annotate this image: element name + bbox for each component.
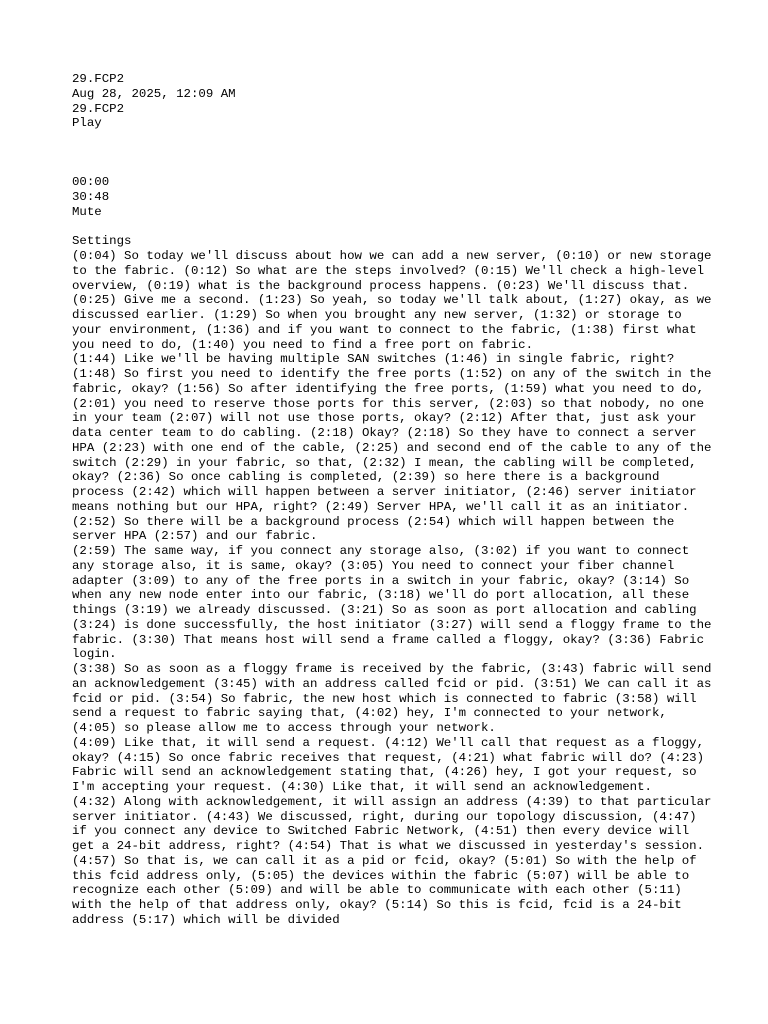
- recording-date: Aug 28, 2025, 12:09 AM: [72, 86, 236, 101]
- spacer: [72, 146, 712, 161]
- transcript-paragraph: (4:09) Like that, it will send a request. (4:12) We'll call that request as a floggy, okay? (4:15) So once fabric receives that request, (4:21) what fabric will do? (4:23) Fabric will send an acknowledgement stating that, (4:26) hey, I got your request, so I'm accepting your request. (4:30) Like that, it will send an acknowledgement.: [72, 735, 712, 794]
- transcript-paragraph: (1:44) Like we'll be having multiple SAN switches (1:46) in single fabric, right? (1:48) So first you need to identify the free ports (1:52) on any of the switch in the fabric, okay? (1:56) So after identifying the free ports, (1:59) what you need to do, (2:01) you need to reserve those ports for this server, (2:03) so that nobody, no one in your team (2:07) will not use those ports, okay? (2:12) After that, just ask your data center team to do cabling. (2:18) Okay? (2:18) So they have to connect a server HPA (2:23) with one end of the cable, (2:25) and second end of the cable to any of the switch (2:29) in your fabric, so that, (2:32) I mean, the cabling will be completed, okay? (2:36) So once cabling is completed, (2:39) so here there is a background process (2:42) which will happen between a server initiator, (2:46) server initiator means nothing but our HPA, right? (2:49) Server HPA, we'll call it as an initiator. (2:52) So there will be a background process (2:54) which will happen between the server HPA (2:57) and our fabric.: [72, 352, 719, 544]
- recording-subtitle: 29.FCP2: [72, 101, 125, 116]
- recording-title: 29.FCP2: [72, 72, 125, 86]
- spacer: [72, 220, 712, 235]
- transcript-paragraph: (4:32) Along with acknowledgement, it will assign an address (4:39) to that particular server initiator. (4:43) We discussed, right, during our topology discussion, (4:47) if you connect any device to Switched Fabric Network, (4:51) then every device will get a 24-bit address, right? (4:54) That is what we discussed in yesterday's session. (4:57) So that is, we can call it as a pid or fcid, okay? (5:01) So with the help of this fcid address only, (5:05) the devices within the fabric (5:07) will be able to recognize each other (5:09) and will be able to communicate with each other (5:11) with the help of that address only, okay? (5:14) So this is fcid, fcid is a 24-bit address (5:17) which will be divided: [72, 794, 719, 927]
- mute-button[interactable]: Mute: [72, 204, 102, 219]
- transcript-paragraph: (0:25) Give me a second. (1:23) So yeah, so today we'll talk about, (1:27) okay, as we discussed earlier. (1:29) So when you brought any new server, (1:32) or storage to your environment, (1:36) and if you want to connect to the fabric, (1:38) first what you need to do, (1:40) you need to find a free port on fabric.: [72, 293, 719, 352]
- spacer: [72, 161, 712, 176]
- transcript-paragraph: (3:38) So as soon as a floggy frame is received by the fabric, (3:43) fabric will send an acknowledgement (3:45) with an address called fcid or pid. (3:51) We can call it as fcid or pid. (3:54) So fabric, the new host which is connected to fabric (3:58) will send a request to fabric saying that, (4:02) hey, I'm connected to your network, (4:05) so please allow me to access through your network.: [72, 662, 719, 735]
- transcript-paragraph: (2:59) The same way, if you connect any storage also, (3:02) if you want to connect any storage also, it is same, okay? (3:05) You need to connect your fiber channel adapter (3:09) to any of the free ports in a switch in your fabric, okay? (3:14) So when any new node enter into our fabric, (3:18) we'll do port allocation, all these things (3:19) we already discussed. (3:21) So as soon as port allocation and cabling (3:24) is done successfully, the host initiator (3:27) will send a floggy frame to the fabric. (3:30) That means host will send a frame called a floggy, okay? (3:36) Fabric login.: [72, 544, 719, 662]
- settings-button[interactable]: Settings: [72, 234, 132, 249]
- duration: 30:48: [72, 190, 110, 204]
- current-time: 00:00: [72, 175, 110, 190]
- document-page: [72, 72, 719, 928]
- spacer: [72, 131, 712, 146]
- play-button[interactable]: Play: [72, 116, 102, 131]
- transcript: [72, 249, 719, 928]
- transcript-paragraph: (0:04) So today we'll discuss about how we can add a new server, (0:10) or new storage to the fabric. (0:12) So what are the steps involved? (0:15) We'll check a high-level overview, (0:19) what is the background process happens. (0:23) We'll discuss that.: [72, 249, 719, 293]
